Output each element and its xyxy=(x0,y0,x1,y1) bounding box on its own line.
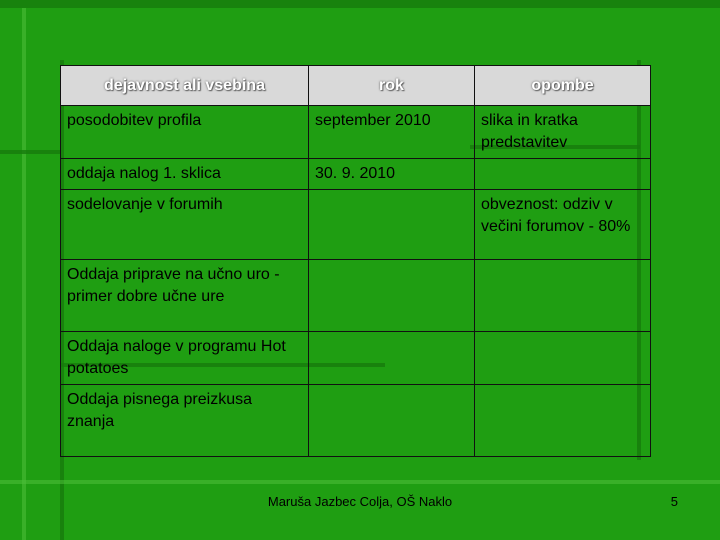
decor-bar xyxy=(0,150,60,154)
table-row xyxy=(61,106,651,159)
cell-notes xyxy=(475,385,651,457)
cell-deadline: 30. 9. 2010 xyxy=(309,159,475,190)
activity-table xyxy=(60,65,651,457)
cell-deadline: september 2010 xyxy=(309,106,475,159)
table-row xyxy=(61,190,651,260)
cell-activity: Oddaja naloge v programu Hot potatoes xyxy=(61,332,309,385)
table-row xyxy=(61,260,651,332)
cell-deadline xyxy=(309,332,475,385)
decor-bar xyxy=(22,8,26,540)
table-row xyxy=(61,385,651,457)
table-row xyxy=(61,159,651,190)
cell-activity: Oddaja priprave na učno uro - primer dobre učne ure xyxy=(61,260,309,332)
cell-notes xyxy=(475,332,651,385)
header-deadline: rok xyxy=(309,66,475,106)
header-activity: dejavnost ali vsebina xyxy=(61,66,309,106)
table-row xyxy=(61,332,651,385)
header-notes: opombe xyxy=(475,66,651,106)
cell-activity: oddaja nalog 1. sklica xyxy=(61,159,309,190)
table-header-row xyxy=(61,66,651,106)
cell-deadline xyxy=(309,260,475,332)
cell-notes: slika in kratka predstavitev xyxy=(475,106,651,159)
cell-activity: sodelovanje v forumih xyxy=(61,190,309,260)
cell-activity: Oddaja pisnega preizkusa znanja xyxy=(61,385,309,457)
cell-notes xyxy=(475,260,651,332)
decor-bar xyxy=(0,480,720,484)
cell-notes xyxy=(475,159,651,190)
cell-notes: obveznost: odziv v večini forumov - 80% xyxy=(475,190,651,260)
decor-bar xyxy=(0,0,720,8)
footer-author: Maruša Jazbec Colja, OŠ Naklo xyxy=(267,494,453,509)
cell-deadline xyxy=(309,190,475,260)
page-number: 5 xyxy=(670,494,678,509)
cell-activity: posodobitev profila xyxy=(61,106,309,159)
cell-deadline xyxy=(309,385,475,457)
